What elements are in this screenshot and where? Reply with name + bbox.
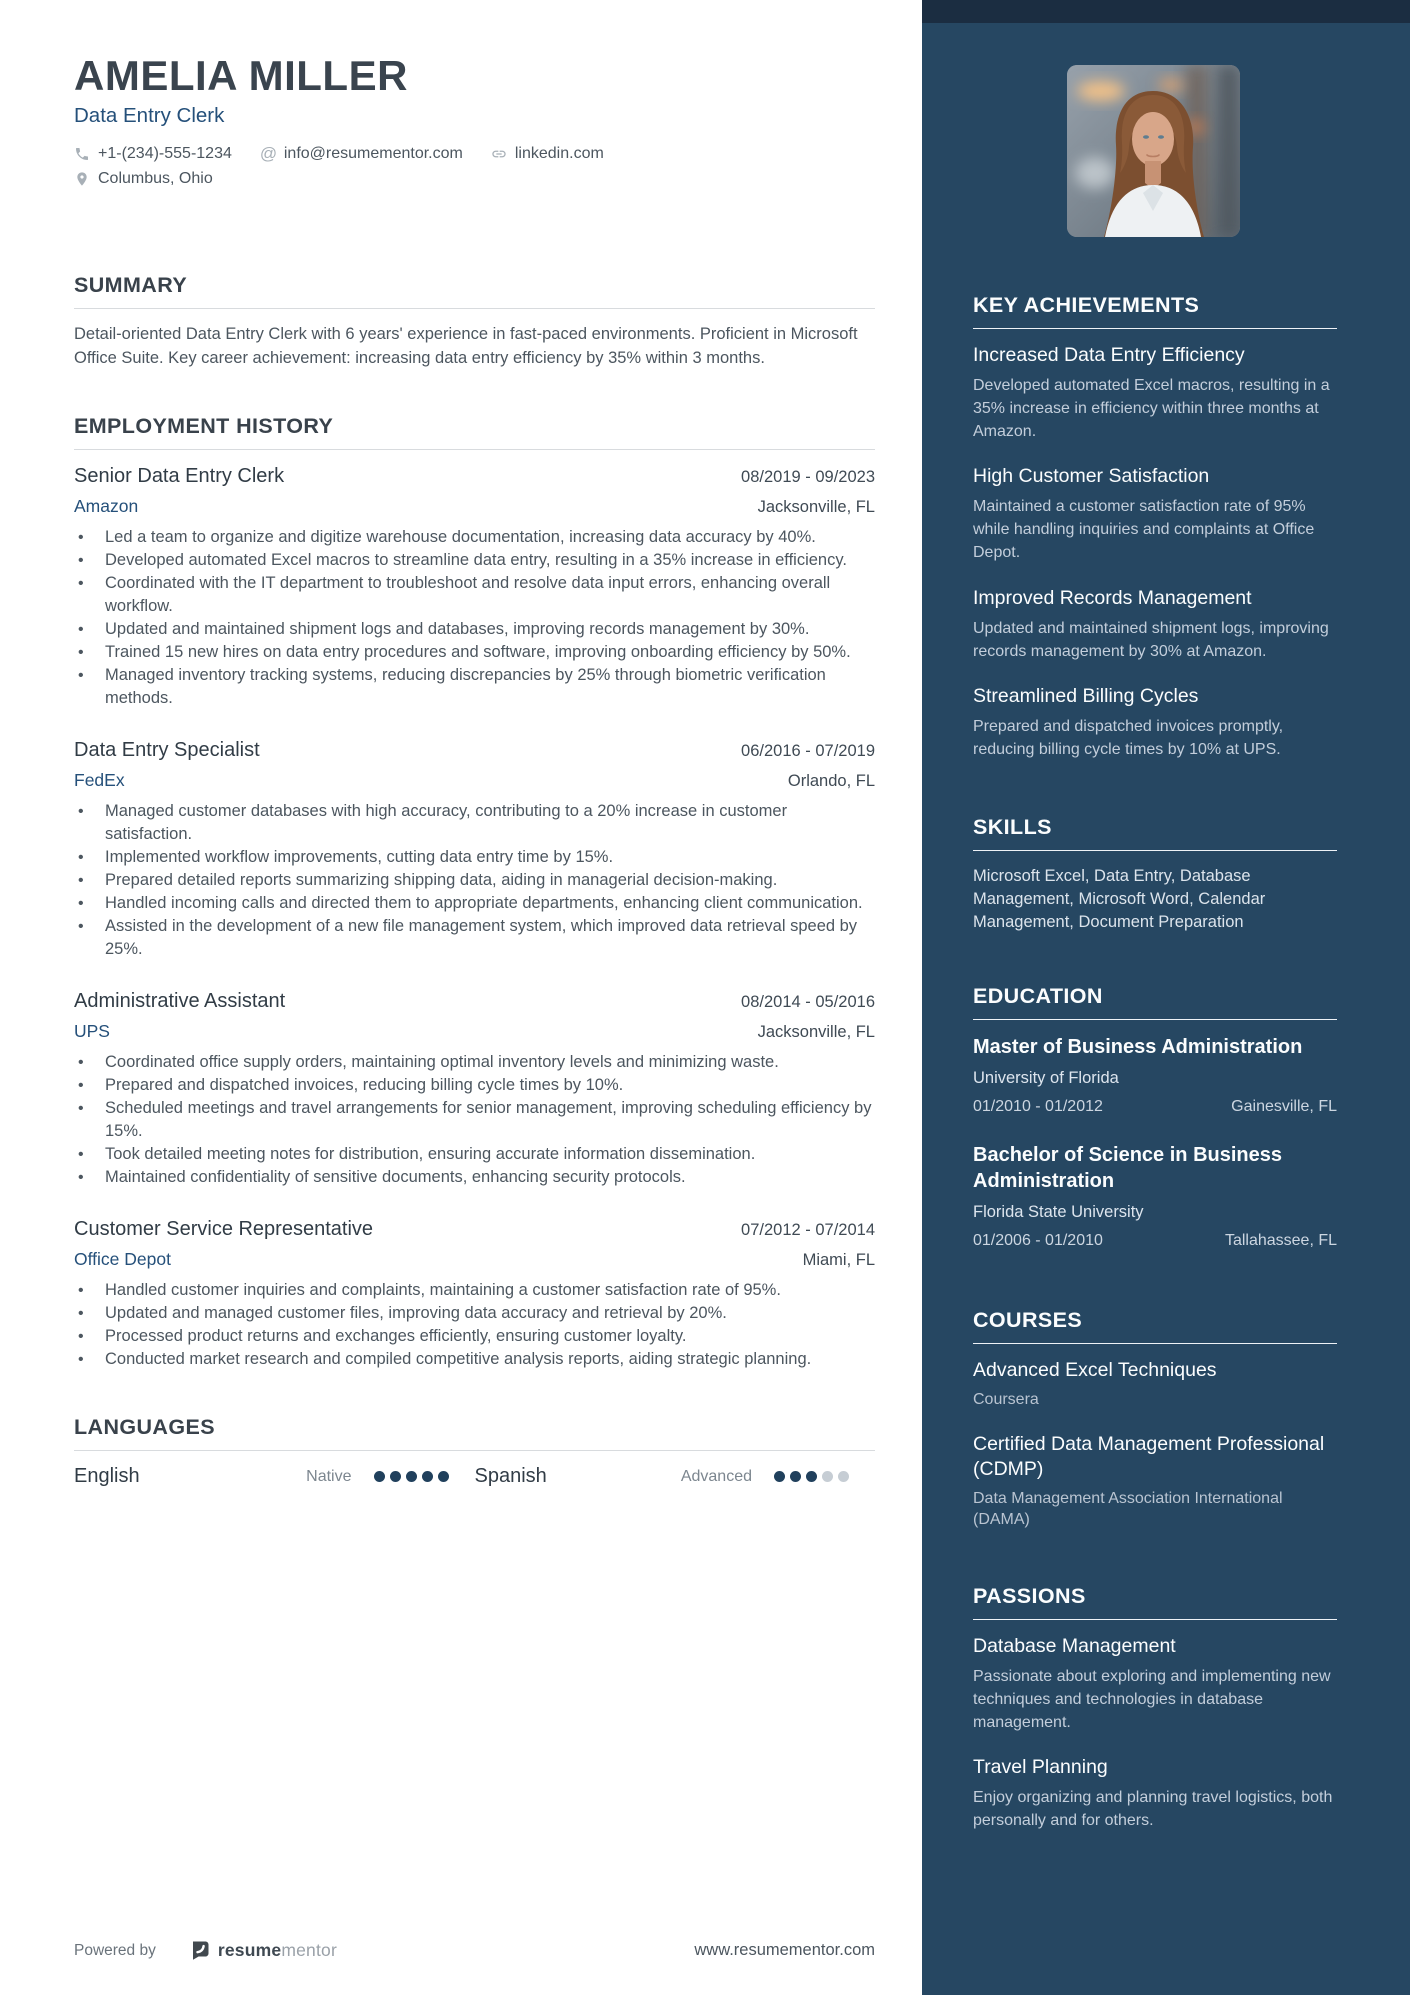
proficiency-dot-filled	[806, 1471, 817, 1482]
job-bullet: • Conducted market research and compiled competitive analysis reports, aiding strategic planning.	[74, 1348, 875, 1371]
job-location: Jacksonville, FL	[757, 1023, 875, 1042]
language-proficiency-dots	[374, 1471, 449, 1482]
job-location: Jacksonville, FL	[757, 498, 875, 517]
languages-heading: LANGUAGES	[74, 1415, 215, 1440]
sidebar-item-text: Updated and maintained shipment logs, improving records management by 30% at Amazon.	[973, 619, 1329, 660]
sidebar-item	[973, 464, 1337, 564]
sidebar-item-text: Developed automated Excel macros, resulting in a 35% increase in efficiency within three months at Amazon.	[973, 377, 1330, 440]
language-proficiency-dots	[774, 1471, 849, 1482]
job-bullets	[74, 1279, 875, 1371]
proficiency-dot-filled	[374, 1471, 385, 1482]
job-bullet: • Managed customer databases with high accuracy, contributing to a 20% increase in customer satisfaction.	[74, 800, 875, 846]
jobs-list	[74, 464, 875, 1371]
job-bullet: • Scheduled meetings and travel arrangements for senior management, improving scheduling efficiency by 15%.	[74, 1097, 875, 1143]
language-name: Spanish	[474, 1465, 547, 1488]
courses-section	[922, 1308, 1410, 1530]
course-provider: Data Management Association International (DAMA)	[973, 1489, 1283, 1528]
contact-location-value: Columbus, Ohio	[98, 170, 213, 188]
job-title: Senior Data Entry Clerk	[74, 465, 285, 488]
job-company: Amazon	[74, 496, 139, 517]
education-dates: 01/2010 - 01/2012	[973, 1097, 1103, 1115]
link-icon	[491, 146, 507, 162]
job-bullet: • Prepared detailed reports summarizing shipping data, aiding in managerial decision-making.	[74, 869, 875, 892]
resumementor-logo[interactable]	[190, 1940, 337, 1961]
education-section	[922, 984, 1410, 1250]
sidebar-item-title: Increased Data Entry Efficiency	[973, 344, 1245, 366]
courses-heading: COURSES	[973, 1307, 1083, 1332]
job-bullet: • Coordinated office supply orders, maintaining optimal inventory levels and minimizing waste.	[74, 1051, 875, 1074]
job-bullet: • Handled incoming calls and directed them to appropriate departments, enhancing client communication.	[74, 892, 875, 915]
job-bullet: • Prepared and dispatched invoices, reducing billing cycle times by 10%.	[74, 1074, 875, 1097]
sidebar-item	[973, 1755, 1337, 1833]
skills-heading: SKILLS	[973, 814, 1052, 839]
sidebar-top-band	[922, 0, 1410, 23]
job-bullet: • Updated and managed customer files, improving data accuracy and retrieval by 20%.	[74, 1302, 875, 1325]
profile-photo-image	[1067, 65, 1240, 237]
skills-text: Microsoft Excel, Data Entry, Database Management, Microsoft Word, Calendar Management, Document Preparation	[973, 866, 1266, 931]
job-title: Customer Service Representative	[74, 1218, 374, 1241]
job-bullet: • Updated and maintained shipment logs and databases, improving records management by 30%.	[74, 618, 875, 641]
sidebar-item-title: Streamlined Billing Cycles	[973, 685, 1199, 708]
section-divider	[973, 850, 1337, 851]
person-title: Data Entry Clerk	[74, 104, 225, 128]
education-location: Tallahassee, FL	[1224, 1231, 1337, 1249]
employment-heading: EMPLOYMENT HISTORY	[74, 414, 334, 439]
job-location: Orlando, FL	[787, 772, 875, 791]
job-bullet: • Implemented workflow improvements, cutting data entry time by 15%.	[74, 846, 875, 869]
language-item	[74, 1465, 475, 1488]
sidebar-item-text: Enjoy organizing and planning travel logistics, both personally and for others.	[973, 1789, 1333, 1830]
language-level: Advanced	[680, 1467, 752, 1485]
proficiency-dot-filled	[390, 1471, 401, 1482]
achievements-heading: KEY ACHIEVEMENTS	[973, 293, 1200, 317]
sidebar-item-text: Passionate about exploring and implementing new techniques and technologies in database management.	[973, 1667, 1331, 1731]
job-company: FedEx	[74, 770, 125, 791]
job-entry	[74, 464, 875, 710]
job-entry	[74, 1217, 875, 1371]
job-entry	[74, 989, 875, 1189]
proficiency-dot-empty	[822, 1471, 833, 1482]
sidebar-item-text: Maintained a customer satisfaction rate of 95% while handling inquiries and complaints at Office Depot.	[973, 498, 1315, 561]
sidebar-item	[973, 343, 1337, 443]
job-bullets	[74, 1051, 875, 1189]
job-bullets	[74, 800, 875, 961]
sidebar-item-text: Prepared and dispatched invoices promptly, reducing billing cycle times by 10% at UPS.	[973, 718, 1284, 759]
contact-phone-value: +1-(234)-555-1234	[98, 145, 232, 163]
achievements-section	[922, 293, 1410, 762]
sidebar-item	[973, 1634, 1337, 1734]
language-level: Native	[306, 1467, 352, 1485]
achievements-list	[973, 343, 1337, 762]
proficiency-dot-filled	[406, 1471, 417, 1482]
sidebar-item-title: Improved Records Management	[973, 586, 1252, 609]
education-degree: Bachelor of Science in Business Administration	[973, 1143, 1282, 1192]
job-location: Miami, FL	[802, 1251, 875, 1270]
education-school: Florida State University	[973, 1202, 1144, 1221]
job-bullets	[74, 526, 875, 710]
resume-header	[74, 52, 875, 195]
contact-block	[74, 145, 875, 188]
phone-icon	[74, 146, 90, 162]
footer-website[interactable]: www.resumementor.com	[694, 1941, 875, 1959]
contact-row-2	[74, 170, 875, 188]
job-bullet: • Assisted in the development of a new file management system, which improved data retrieval speed by 25%.	[74, 915, 875, 961]
job-bullet: • Managed inventory tracking systems, reducing discrepancies by 25% through biometric verification methods.	[74, 664, 875, 710]
sidebar-item	[973, 586, 1337, 664]
section-divider	[74, 1450, 875, 1451]
proficiency-dot-filled	[422, 1471, 433, 1482]
contact-email-value[interactable]: info@resumementor.com	[283, 145, 463, 163]
passions-section	[922, 1584, 1410, 1833]
job-bullet: • Led a team to organize and digitize warehouse documentation, increasing data accuracy by 40%.	[74, 526, 875, 549]
job-dates: 07/2012 - 07/2014	[741, 1221, 875, 1240]
section-divider	[973, 1619, 1337, 1620]
job-bullet: • Processed product returns and exchanges efficiently, ensuring customer loyalty.	[74, 1325, 875, 1348]
powered-by-label: Powered by	[74, 1941, 156, 1959]
sidebar-item-title: High Customer Satisfaction	[973, 465, 1210, 488]
job-dates: 08/2014 - 05/2016	[741, 993, 875, 1012]
section-divider	[973, 1343, 1337, 1344]
course-title: Advanced Excel Techniques	[973, 1358, 1217, 1381]
contact-location	[74, 170, 213, 188]
passions-heading: PASSIONS	[973, 1583, 1086, 1608]
section-divider	[74, 449, 875, 450]
resumementor-logo-icon	[190, 1940, 211, 1961]
contact-row-1	[74, 145, 875, 163]
proficiency-dot-filled	[790, 1471, 801, 1482]
job-bullet: • Maintained confidentiality of sensitive documents, enhancing security protocols.	[74, 1166, 875, 1189]
job-bullet: • Trained 15 new hires on data entry procedures and software, improving onboarding efficiency by 50%.	[74, 641, 875, 664]
section-divider	[973, 328, 1337, 329]
job-company: UPS	[74, 1021, 110, 1042]
person-name: AMELIA MILLER	[74, 52, 408, 99]
email-at-icon: @	[259, 144, 278, 164]
job-bullet: • Took detailed meeting notes for distribution, ensuring accurate information dissemination.	[74, 1143, 875, 1166]
job-bullet: • Developed automated Excel macros to streamline data entry, resulting in a 35% increase in efficiency.	[74, 549, 875, 572]
education-entry	[973, 1142, 1337, 1250]
job-dates: 06/2016 - 07/2019	[741, 742, 875, 761]
contact-website-value[interactable]: linkedin.com	[514, 145, 604, 163]
education-degree: Master of Business Administration	[973, 1035, 1303, 1058]
summary-heading: SUMMARY	[74, 273, 188, 298]
sidebar-item-title: Travel Planning	[973, 1756, 1108, 1779]
education-list	[973, 1034, 1337, 1250]
page-footer	[74, 1940, 875, 1961]
education-school: University of Florida	[973, 1068, 1119, 1087]
proficiency-dot-filled	[774, 1471, 785, 1482]
education-entry	[973, 1034, 1337, 1116]
contact-website[interactable]	[491, 145, 604, 163]
courses-list	[973, 1358, 1337, 1530]
section-divider	[74, 308, 875, 309]
course-provider: Coursera	[973, 1390, 1039, 1408]
section-divider	[973, 1019, 1337, 1020]
location-pin-icon	[74, 171, 90, 187]
proficiency-dot-empty	[838, 1471, 849, 1482]
resumementor-logo-text: resumementor	[217, 1940, 337, 1960]
language-name: English	[74, 1465, 140, 1488]
course-title: Certified Data Management Professional (CDMP)	[973, 1432, 1325, 1480]
education-location: Gainesville, FL	[1231, 1097, 1337, 1115]
job-dates: 08/2019 - 09/2023	[741, 468, 875, 487]
course-entry	[973, 1432, 1337, 1530]
languages-section	[74, 1415, 875, 1488]
skills-section	[922, 815, 1410, 934]
summary-text: Detail-oriented Data Entry Clerk with 6 years' experience in fast-paced environments. Proficient in Microsoft Office Suite. Key career achievement: increasing data entry efficiency by 35% within 3 months.	[74, 325, 858, 367]
summary-section	[74, 273, 875, 370]
education-heading: EDUCATION	[973, 983, 1103, 1008]
job-bullet: • Coordinated with the IT department to troubleshoot and resolve data input errors, enhancing overall workflow.	[74, 572, 875, 618]
contact-phone	[74, 145, 232, 163]
job-title: Data Entry Specialist	[74, 739, 260, 762]
language-item	[475, 1465, 876, 1488]
course-entry	[973, 1358, 1337, 1410]
passions-list	[973, 1634, 1337, 1833]
contact-email[interactable]	[260, 145, 463, 163]
job-title: Administrative Assistant	[74, 990, 286, 1013]
education-dates: 01/2006 - 01/2010	[973, 1231, 1103, 1249]
sidebar-item	[973, 684, 1337, 762]
employment-section	[74, 414, 875, 1371]
sidebar	[922, 0, 1410, 1995]
job-company: Office Depot	[74, 1249, 171, 1270]
job-bullet: • Handled customer inquiries and complaints, maintaining a customer satisfaction rate of 95%.	[74, 1279, 875, 1302]
profile-photo	[1067, 65, 1240, 237]
languages-list	[74, 1465, 875, 1488]
proficiency-dot-filled	[438, 1471, 449, 1482]
sidebar-item-title: Database Management	[973, 1634, 1176, 1657]
job-entry	[74, 738, 875, 961]
